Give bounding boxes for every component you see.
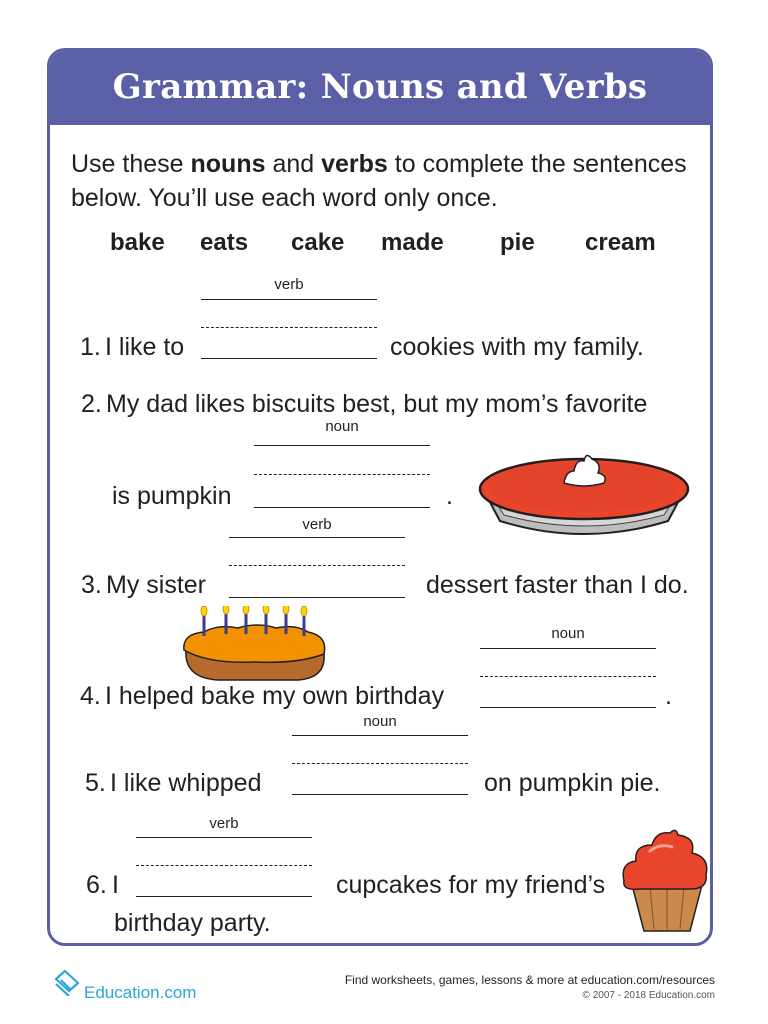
birthday-cake-icon xyxy=(178,606,330,686)
answer-blank[interactable] xyxy=(480,707,656,708)
word-type-hint: noun xyxy=(551,625,585,642)
writing-guide-top xyxy=(480,648,656,649)
sentence-punctuation: . xyxy=(665,682,672,710)
word-type-hint: noun xyxy=(363,713,397,730)
word-type-hint: verb xyxy=(209,815,239,832)
writing-guide-top xyxy=(136,837,312,838)
writing-guide-top xyxy=(201,299,377,300)
instructions-bold-nouns: nouns xyxy=(190,150,266,178)
word-bank-item: cake xyxy=(291,229,345,256)
word-bank-item: eats xyxy=(200,229,249,256)
writing-guide-midline xyxy=(292,763,468,764)
copyright: © 2007 - 2018 Education.com xyxy=(582,990,715,1001)
sentence-number: 6. xyxy=(86,871,107,899)
writing-guide-midline xyxy=(254,474,430,475)
word-type-hint: verb xyxy=(302,516,332,533)
footer-tagline[interactable]: Find worksheets, games, lessons & more at education.com/resources xyxy=(344,973,715,987)
sentence-text: My sister xyxy=(106,571,206,599)
cupcake-icon xyxy=(620,827,712,937)
sentence-text: I like to xyxy=(105,333,185,361)
word-type-hint: noun xyxy=(325,418,359,435)
sentence-number: 4. xyxy=(80,682,101,710)
writing-guide-top xyxy=(229,537,405,538)
sentence-text: My dad likes biscuits best, but my mom’s favorite xyxy=(106,390,648,418)
instructions-bold-verbs: verbs xyxy=(321,150,388,178)
answer-blank[interactable] xyxy=(292,794,468,795)
writing-guide-midline xyxy=(480,676,656,677)
sentence-text: I helped bake my own birthday xyxy=(105,682,445,710)
instructions-line-1 xyxy=(71,147,687,181)
instructions-text: to complete the sentences xyxy=(387,150,687,178)
sentence-text: I xyxy=(112,871,119,899)
sentence-text-continued: birthday party. xyxy=(114,909,271,937)
answer-blank[interactable] xyxy=(229,597,405,598)
answer-blank[interactable] xyxy=(136,896,312,897)
word-bank-item: made xyxy=(381,229,444,256)
writing-guide-midline xyxy=(201,327,377,328)
sentence-punctuation: . xyxy=(446,482,453,510)
sentence-text: cupcakes for my friend’s xyxy=(336,871,606,899)
sentence-text: I like whipped xyxy=(110,769,262,797)
word-bank-item: bake xyxy=(110,229,165,256)
brand-name[interactable]: Education.com xyxy=(84,983,197,1002)
sentence-text: cookies with my family. xyxy=(390,333,644,361)
writing-guide-top xyxy=(292,735,468,736)
sentence-text: dessert faster than I do. xyxy=(426,571,689,599)
sentence-text: on pumpkin pie. xyxy=(484,769,661,797)
instructions-text: and xyxy=(265,150,322,178)
writing-guide-top xyxy=(254,445,430,446)
pumpkin-pie-icon xyxy=(476,441,692,541)
education-logo-icon xyxy=(53,968,81,996)
sentence-number: 1. xyxy=(80,333,101,361)
word-bank-item: cream xyxy=(585,229,656,256)
page-title: Grammar: Nouns and Verbs xyxy=(112,67,648,107)
sentence-number: 3. xyxy=(81,571,102,599)
writing-guide-midline xyxy=(229,565,405,566)
answer-blank[interactable] xyxy=(254,507,430,508)
instructions-line-2: below. You’ll use each word only once. xyxy=(71,184,498,212)
instructions-text: Use these xyxy=(71,150,191,178)
answer-blank[interactable] xyxy=(201,358,377,359)
sentence-text: is pumpkin xyxy=(112,482,232,510)
sentence-number: 2. xyxy=(81,390,102,418)
title-banner xyxy=(50,51,710,125)
sentence-number: 5. xyxy=(85,769,106,797)
word-bank-item: pie xyxy=(500,229,535,256)
worksheet-frame xyxy=(47,48,713,946)
writing-guide-midline xyxy=(136,865,312,866)
word-type-hint: verb xyxy=(274,276,304,293)
